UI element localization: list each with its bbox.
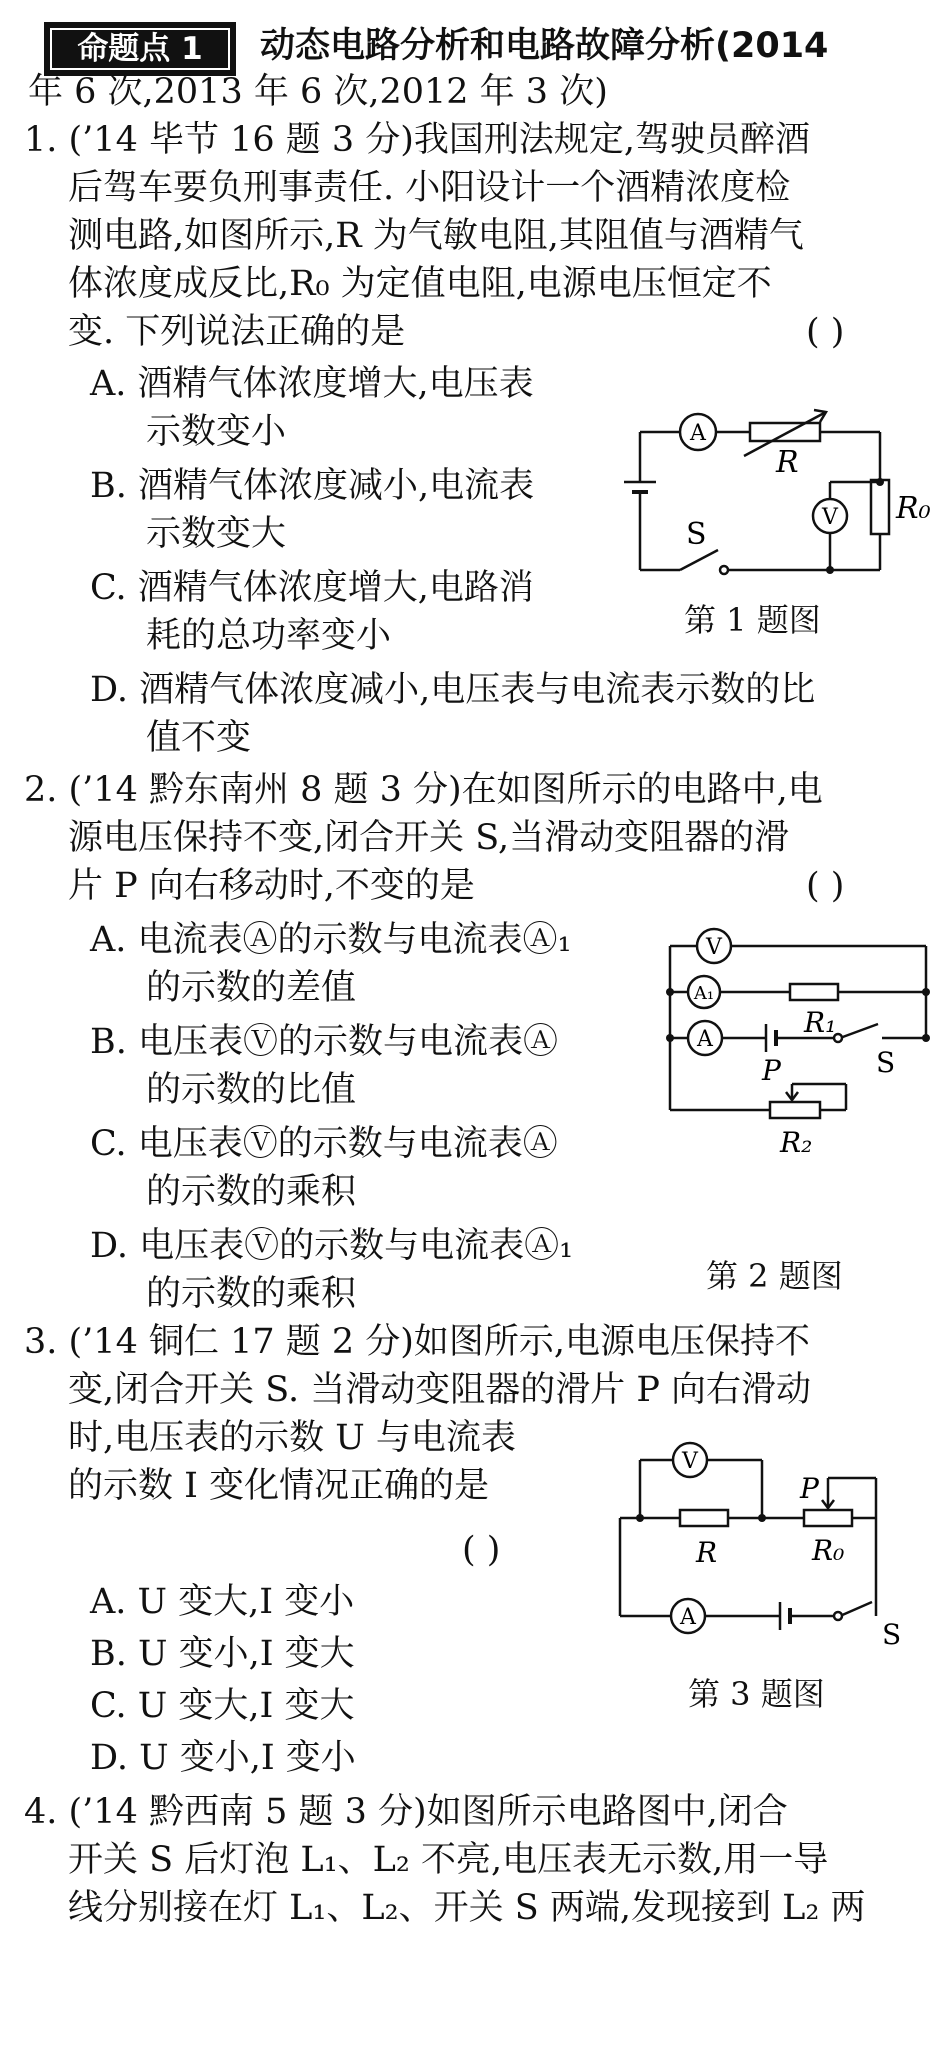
q1-option-c: C. 酒精气体浓度增大,电路消 [90,568,534,608]
q3-figure-caption: 第 3 题图 [688,1675,825,1713]
q3-line: 时,电压表的示数 U 与电流表 [68,1418,516,1458]
q2-option-b: B. 电压表Ⓥ的示数与电流表Ⓐ [90,1022,558,1062]
q3-option-b: B. U 变小,I 变大 [90,1634,355,1674]
q4-line: 4. (’14 黔西南 5 题 3 分)如图所示电路图中,闭合 [24,1792,788,1832]
section-title: 动态电路分析和电路故障分析(2014 [260,26,829,66]
section-title-cont: 年 6 次,2013 年 6 次,2012 年 3 次) [28,72,608,112]
q1-answer-blank: ( ) [806,312,845,352]
q3-option-a: A. U 变大,I 变小 [90,1582,355,1622]
q2-switch-label: S [876,1046,896,1079]
section-tag-label: 命题点 1 [77,31,203,67]
q1-option-a: A. 酒精气体浓度增大,电压表 [90,364,534,404]
q2-r1-label: R₁ [804,1006,837,1039]
q2-answer-blank: ( ) [806,866,845,906]
q2-line: 片 P 向右移动时,不变的是 [68,866,475,906]
section-tag-frame [50,28,230,70]
q2-slider-label: P [762,1054,781,1087]
q3-line: 的示数 I 变化情况正确的是 [68,1466,490,1506]
q1-resistor-label: R [776,445,799,480]
q2-option-c-cont: 的示数的乘积 [146,1172,357,1212]
q2-option-d-cont: 的示数的乘积 [146,1274,357,1314]
q1-line: 1. (’14 毕节 16 题 3 分)我国刑法规定,驾驶员醉酒 [24,120,811,160]
q3-rheostat-label: R₀ [812,1534,845,1567]
q1-line: 后驾车要负刑事责任. 小阳设计一个酒精浓度检 [68,168,791,208]
q3-option-d: D. U 变小,I 变小 [90,1738,356,1778]
q3-voltmeter-label: V [682,1449,698,1474]
q1-option-c-cont: 耗的总功率变小 [146,616,392,656]
q3-line: 变,闭合开关 S. 当滑动变阻器的滑片 P 向右滑动 [68,1370,812,1410]
q1-circuit-diagram [620,390,940,590]
section-tag [44,22,236,76]
q1-option-b: B. 酒精气体浓度减小,电流表 [90,466,535,506]
q2-circuit-diagram [666,926,936,1159]
q4-line: 开关 S 后灯泡 L₁、L₂ 不亮,电压表无示数,用一导 [68,1840,829,1880]
q3-slider-label: P [800,1472,819,1505]
q2-voltmeter-label: V [706,935,722,960]
q1-figure-caption: 第 1 题图 [684,601,821,639]
q1-line: 变. 下列说法正确的是 [68,312,406,352]
q1-fixed-resistor-label: R₀ [896,491,931,526]
q1-option-d: D. 酒精气体浓度减小,电压表与电流表示数的比 [90,670,816,710]
q2-figure-caption: 第 2 题图 [706,1257,843,1295]
q1-option-d-cont: 值不变 [146,718,252,758]
q1-voltmeter-label: V [822,505,838,530]
q3-ammeter-label: A [680,1605,696,1630]
q2-option-a-cont: 的示数的差值 [146,968,357,1008]
q1-option-a-cont: 示数变小 [146,412,287,452]
q2-option-b-cont: 的示数的比值 [146,1070,357,1110]
q2-option-a: A. 电流表Ⓐ的示数与电流表Ⓐ₁ [90,920,572,960]
q1-switch-label: S [686,517,707,552]
q3-circuit-diagram [620,1420,940,1650]
q1-ammeter-label: A [690,421,706,446]
q2-ammeter1-label: A₁ [693,983,715,1004]
q3-answer-blank: ( ) [462,1530,501,1570]
q3-resistor-label: R [696,1536,718,1569]
q3-switch-label: S [882,1618,902,1651]
q2-r2-label: R₂ [780,1126,813,1159]
q1-line: 体浓度成反比,R₀ 为定值电阻,电源电压恒定不 [68,264,772,304]
q4-line: 线分别接在灯 L₁、L₂、开关 S 两端,发现接到 L₂ 两 [68,1888,866,1928]
q2-option-d: D. 电压表Ⓥ的示数与电流表Ⓐ₁ [90,1226,574,1266]
q3-line: 3. (’14 铜仁 17 题 2 分)如图所示,电源电压保持不 [24,1322,811,1362]
q1-option-b-cont: 示数变大 [146,514,287,554]
q2-ammeter-label: A [697,1027,713,1052]
q2-line: 源电压保持不变,闭合开关 S,当滑动变阻器的滑 [68,818,790,858]
q1-line: 测电路,如图所示,R 为气敏电阻,其阻值与酒精气 [68,216,804,256]
q2-line: 2. (’14 黔东南州 8 题 3 分)在如图所示的电路中,电 [24,770,823,810]
q2-option-c: C. 电压表Ⓥ的示数与电流表Ⓐ [90,1124,558,1164]
q3-option-c: C. U 变大,I 变大 [90,1686,355,1726]
